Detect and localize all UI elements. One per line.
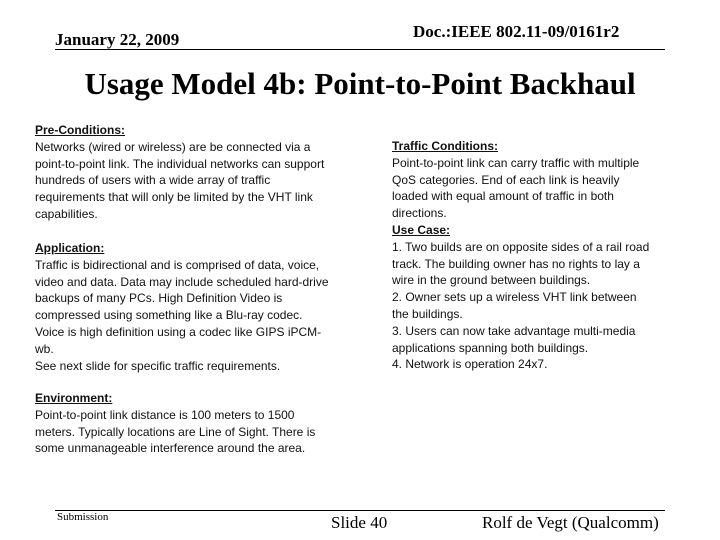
application-line: Voice is high definition using a codec like GIPS iPCM- (35, 324, 322, 339)
application-line: video and data. Data may include scheduled hard-drive (35, 274, 329, 289)
environment-section (35, 390, 315, 457)
use-case-heading: Use Case: (392, 222, 451, 237)
use-case-line: 3. Users can now take advantage multi-media (392, 323, 636, 338)
environment-line: some unmanageable interference around the area. (35, 441, 306, 456)
preconditions-line: Networks (wired or wireless) are be connected via a (35, 139, 311, 154)
preconditions-line: capabilities. (35, 206, 98, 221)
application-line: compressed using something like a Blu-ray codec. (35, 308, 303, 323)
footer-divider (55, 510, 665, 511)
traffic-conditions-section (392, 138, 649, 373)
use-case-line: 2. Owner sets up a wireless VHT link between (392, 290, 637, 305)
footer-submission: Submission (57, 511, 109, 523)
use-case-line: applications spanning both buildings. (392, 340, 589, 355)
application-heading: Application: (35, 241, 105, 255)
use-case-line: track. The building owner has no rights to lay a (392, 256, 640, 271)
traffic-conditions-heading: Traffic Conditions: (392, 139, 498, 153)
application-section (35, 240, 329, 374)
use-case-line: wire in the ground between buildings. (392, 273, 591, 288)
preconditions-line: hundreds of users with a wide array of traffic (35, 173, 271, 188)
preconditions-heading: Pre-Conditions: (35, 123, 125, 137)
use-case-line: the buildings. (392, 306, 463, 321)
traffic-conditions-line: Point-to-point link can carry traffic with multiple (392, 155, 640, 170)
environment-line: meters. Typically locations are Line of Sight. There is (35, 424, 316, 439)
preconditions-line: point-to-point link. The individual networks can support (35, 156, 325, 171)
application-line: Traffic is bidirectional and is comprised of data, voice, (35, 257, 320, 272)
footer-author: Rolf de Vegt (Qualcomm) (482, 513, 659, 532)
environment-heading: Environment: (35, 391, 113, 405)
header-date: January 22, 2009 (55, 30, 180, 49)
traffic-conditions-line: loaded with equal amount of traffic in both (392, 189, 614, 204)
use-case-line: 1. Two builds are on opposite sides of a rail road (392, 239, 650, 254)
application-line: wb. (35, 341, 54, 356)
header-divider (55, 49, 665, 50)
slide-title: Usage Model 4b: Point-to-Point Backhaul (84, 66, 636, 101)
traffic-conditions-line: QoS categories. End of each link is heavily (392, 172, 620, 187)
application-line: See next slide for specific traffic requirements. (35, 358, 281, 373)
slide-number: Slide 40 (331, 513, 388, 532)
document-id: Doc.:IEEE 802.11-09/0161r2 (413, 22, 620, 41)
application-line: backups of many PCs. High Definition Video is (35, 291, 283, 306)
preconditions-section (35, 122, 324, 223)
preconditions-line: requirements that will only be limited by the VHT link (35, 190, 313, 205)
traffic-conditions-line: directions. (392, 206, 447, 221)
environment-line: Point-to-point link distance is 100 meters to 1500 (35, 407, 295, 422)
use-case-line: 4. Network is operation 24x7. (392, 357, 548, 372)
